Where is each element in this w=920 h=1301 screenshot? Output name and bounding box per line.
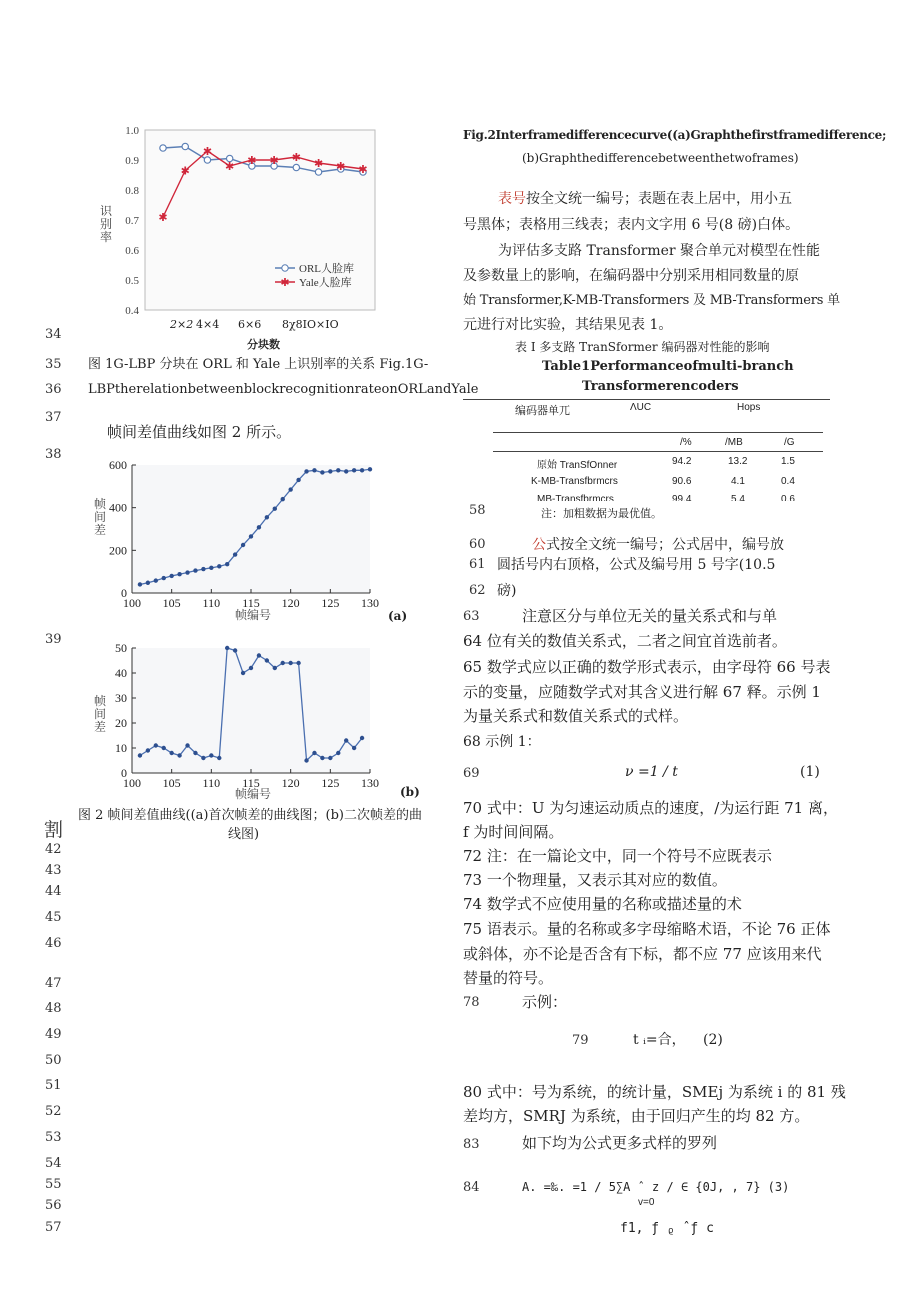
line-number: 49 xyxy=(45,1027,62,1042)
paragraph: 68 示例 1： xyxy=(463,734,541,750)
data-point xyxy=(265,658,269,662)
data-point xyxy=(160,145,166,151)
data-point xyxy=(217,564,221,568)
data-point xyxy=(169,574,173,578)
figure-2b-label: (b) xyxy=(400,785,420,799)
data-point xyxy=(328,469,332,473)
figure-2a-chart xyxy=(92,455,412,627)
table-title-en-cont: Transformerencoders xyxy=(582,379,739,394)
data-point: ✱ xyxy=(158,212,168,224)
data-point xyxy=(241,671,245,675)
table-header-rule xyxy=(493,451,823,452)
data-point xyxy=(185,570,189,574)
table-title: 表 I 多支路 TranSformer 编码器对性能的影响 xyxy=(515,340,770,354)
y-tick-label: 0.7 xyxy=(125,215,139,227)
x-tick-label: 125 xyxy=(321,596,340,610)
data-point xyxy=(360,736,364,740)
x-tick-label: 120 xyxy=(281,596,300,610)
y-tick-label: 0.9 xyxy=(125,155,139,167)
figure-1-chart xyxy=(100,118,390,328)
figure-2a-ylabel: 帧间差 xyxy=(94,497,107,537)
equation-4: f1, ƒ ᵨ ˆƒ c xyxy=(620,1221,714,1236)
y-tick-label: 0.8 xyxy=(125,185,139,197)
figure-2-caption-en-cont: (b)Graphthedifferencebetweenthetwoframes) xyxy=(522,151,799,165)
line-number: 78 xyxy=(463,995,480,1010)
table-header-hops: Hops xyxy=(737,402,761,413)
paragraph-text: 按全文统一编号；表题在表上居中，用小五 xyxy=(526,191,792,207)
data-point xyxy=(177,753,181,757)
data-point xyxy=(336,468,340,472)
line-number: 60 xyxy=(469,537,486,552)
data-point xyxy=(233,648,237,652)
data-point xyxy=(225,562,229,566)
equation-2: t ᵢ=合， xyxy=(633,1032,686,1048)
paragraph: 始 Transformer,K-MB-Transformers 及 MB-Transformers 单 xyxy=(463,293,840,308)
data-point xyxy=(352,468,356,472)
line-number: 47 xyxy=(45,976,62,991)
data-point xyxy=(225,646,229,650)
paragraph: 及参数量上的影响，在编码器中分别采用相同数量的原 xyxy=(463,268,799,284)
table-cell: 4.1 xyxy=(731,476,745,487)
x-tick-label: 100 xyxy=(123,776,141,790)
data-point xyxy=(169,751,173,755)
line-number: 79 xyxy=(572,1033,589,1048)
data-point xyxy=(241,543,245,547)
y-tick-label: 1.0 xyxy=(125,125,139,137)
paragraph: 为量关系式和数值关系式的式样。 xyxy=(463,707,689,725)
data-point xyxy=(249,666,253,670)
paragraph: 或斜体，亦不论是否含有下标，都不应 77 应该用来代 xyxy=(463,945,822,963)
line-number: 62 xyxy=(469,583,486,598)
line-number: 54 xyxy=(45,1156,62,1171)
equation-3: A. =‰. =1 / 5∑A ˆ z / ∈ {0J, , 7} (3) xyxy=(522,1180,790,1194)
figure-2-caption-cont: 线图) xyxy=(228,827,260,842)
data-point xyxy=(257,653,261,657)
y-tick-label: 200 xyxy=(109,543,127,558)
table-cell: 13.2 xyxy=(728,456,748,467)
legend-marker xyxy=(282,265,288,271)
x-tick-label: 100 xyxy=(123,596,141,610)
paragraph-table-rules xyxy=(498,189,792,209)
data-point xyxy=(320,756,324,760)
table-mid-rule xyxy=(493,432,823,433)
table-cell: 90.6 xyxy=(672,476,692,487)
legend-label: Yale人脸库 xyxy=(299,277,352,289)
paragraph: 帧间差值曲线如图 2 所示。 xyxy=(107,423,292,441)
y-tick-label: 0.6 xyxy=(125,245,139,257)
highlight-term: 公 xyxy=(532,537,546,553)
line-number: 45 xyxy=(45,910,62,925)
data-point: ✱ xyxy=(225,161,235,173)
table-top-rule xyxy=(463,399,830,400)
figure-1-xtick-2: 4×4 xyxy=(196,318,220,331)
line-number: 58 xyxy=(469,503,486,518)
data-point xyxy=(193,751,197,755)
paragraph: 示例： xyxy=(522,993,568,1011)
table-cell: 94.2 xyxy=(672,456,692,467)
line-number: 35 xyxy=(45,357,62,372)
legend-label: ORL人脸库 xyxy=(299,263,354,275)
paragraph: 70 式中：U 为匀速运动质点的速度，/为运行距 71 离， xyxy=(463,799,838,817)
data-point: ✱ xyxy=(269,155,279,167)
x-tick-label: 110 xyxy=(202,596,221,610)
y-tick-label: 0.4 xyxy=(125,305,139,317)
data-point xyxy=(336,751,340,755)
line-number: 割 xyxy=(44,819,64,841)
y-tick-label: 0 xyxy=(121,766,127,780)
line-number: 61 xyxy=(469,557,486,572)
data-point xyxy=(360,468,364,472)
line-number: 36 xyxy=(45,382,62,397)
data-point xyxy=(273,507,277,511)
figure-2b-ylabel: 帧间差 xyxy=(94,694,107,734)
paragraph: 注意区分与单位无关的量关系式和与单 xyxy=(522,607,778,625)
data-point xyxy=(265,515,269,519)
figure-2-caption-en: Fig.2Interframedifferencecurve((a)Graphthefirstframedifference; xyxy=(463,128,887,142)
paragraph: 如下均为公式更多式样的罗列 xyxy=(522,1134,718,1152)
highlight-term: 表号 xyxy=(498,191,526,207)
line-number: 56 xyxy=(45,1198,62,1213)
data-point xyxy=(201,756,205,760)
table-cell: 0.4 xyxy=(781,476,795,487)
paragraph: 80 式中：号为系统，的统计量，SMEj 为系统 i 的 81 残 xyxy=(463,1083,846,1101)
data-point xyxy=(154,578,158,582)
table-unit: /MB xyxy=(725,437,743,448)
table-unit: /G xyxy=(784,437,795,448)
equation-1-number: (1) xyxy=(800,764,820,780)
data-point xyxy=(320,470,324,474)
equation-2-number: (2) xyxy=(703,1032,723,1048)
data-point xyxy=(352,746,356,750)
data-point: ✱ xyxy=(247,155,257,167)
figure-2b-chart xyxy=(92,640,412,800)
line-number: 69 xyxy=(463,766,480,781)
table-header-auc: ΛUC xyxy=(630,402,652,413)
paragraph: 65 数学式应以正确的数学形式表示，由字母符 66 号表 xyxy=(463,658,831,676)
data-point xyxy=(162,576,166,580)
data-point xyxy=(273,666,277,670)
line-number: 48 xyxy=(45,1001,62,1016)
data-point xyxy=(146,748,150,752)
figure-2a-label: (a) xyxy=(388,609,408,623)
data-point xyxy=(312,751,316,755)
data-point xyxy=(296,478,300,482)
legend-marker: ✱ xyxy=(280,277,290,289)
y-tick-label: 0 xyxy=(121,586,127,600)
line-number: 52 xyxy=(45,1104,62,1119)
data-point xyxy=(162,746,166,750)
x-tick-label: 120 xyxy=(281,776,300,790)
line-number: 55 xyxy=(45,1177,62,1192)
y-tick-label: 400 xyxy=(109,500,127,515)
line-number: 37 xyxy=(45,410,62,425)
data-point: ✱ xyxy=(313,158,324,170)
data-point xyxy=(281,661,285,665)
figure-1-ylabel: 识别率 xyxy=(100,204,113,244)
table-note: 注：加粗数据为最优值。 xyxy=(541,508,662,520)
paragraph: 74 数学式不应使用量的名称或描述量的术 xyxy=(463,895,742,913)
table-cell: 5.4 xyxy=(731,494,745,501)
figure-1-xlabel: 分块数 xyxy=(247,339,280,351)
data-point xyxy=(304,758,308,762)
figure-2-caption: 图 2 帧间差值曲线((a)首次帧差的曲线图；(b)二次帧差的曲 xyxy=(78,808,422,823)
data-point: ✱ xyxy=(180,165,190,178)
table-cell: 99.4 xyxy=(672,494,692,501)
figure-1-xtick-1: 2×2 xyxy=(170,318,194,331)
figure-2b-xlabel: 帧编号 xyxy=(235,787,272,801)
x-tick-label: 115 xyxy=(242,776,260,790)
line-number: 34 xyxy=(45,327,62,342)
y-tick-label: 30 xyxy=(115,691,127,705)
equation-1: ν =1 / t xyxy=(625,764,678,780)
data-point xyxy=(288,661,292,665)
y-tick-label: 50 xyxy=(115,641,127,655)
data-point: ✱ xyxy=(291,152,301,164)
data-point xyxy=(249,534,253,538)
line-number: 83 xyxy=(463,1137,480,1152)
paragraph: 差均方，SMRJ 为系统，由于回归产生的均 82 方。 xyxy=(463,1107,810,1125)
data-point xyxy=(138,753,142,757)
y-tick-label: 10 xyxy=(115,741,127,755)
figure-1-caption-en: LBPtherelationbetweenblockrecognitionrateonORLandYale xyxy=(88,382,479,397)
paragraph: f 为时间间隔。 xyxy=(463,823,564,841)
x-tick-label: 115 xyxy=(242,596,260,610)
data-point xyxy=(288,487,292,491)
y-tick-label: 40 xyxy=(115,666,127,680)
data-point: ✱ xyxy=(358,164,368,176)
data-point xyxy=(312,468,316,472)
paragraph: 75 语表示。量的名称或多字母缩略术语，不论 76 正体 xyxy=(463,920,831,938)
line-number: 38 xyxy=(45,447,62,462)
data-point xyxy=(209,753,213,757)
data-point xyxy=(182,143,188,149)
paragraph-formula-rules xyxy=(532,535,784,555)
paragraph: 为评估多支路 Transformer 聚合单元对模型在性能 xyxy=(498,243,821,259)
table-row-clipped xyxy=(493,491,823,501)
figure-2a-xlabel: 帧编号 xyxy=(235,608,272,622)
data-point: ✱ xyxy=(336,161,346,173)
table-cell: 原始 TranSfOnner xyxy=(537,460,618,471)
line-number: 57 xyxy=(45,1220,62,1235)
figure-1-caption: 图 1G-LBP 分块在 ORL 和 Yale 上识别率的关系 Fig.1G- xyxy=(88,357,429,372)
line-number: 44 xyxy=(45,884,62,899)
plot-area xyxy=(132,465,370,593)
data-point xyxy=(368,467,372,471)
data-point xyxy=(146,581,150,585)
data-point xyxy=(209,566,213,570)
data-point xyxy=(201,567,205,571)
data-point xyxy=(185,743,189,747)
line-number: 50 xyxy=(45,1053,62,1068)
paragraph: 72 注：在一篇论文中，同一个符号不应既表示 xyxy=(463,847,772,865)
table-cell: MB-Transfbrmcrs xyxy=(537,494,614,501)
data-point xyxy=(233,552,237,556)
table-cell: 1.5 xyxy=(781,456,795,467)
x-tick-label: 105 xyxy=(162,596,181,610)
table-unit: /% xyxy=(680,437,692,448)
data-point xyxy=(257,525,261,529)
paragraph: 磅) xyxy=(497,583,517,599)
data-point xyxy=(293,164,299,170)
data-point xyxy=(138,582,142,586)
paragraph: 号黑体；表格用三线表；表内文字用 6 号(8 磅)白体。 xyxy=(463,217,800,233)
data-point xyxy=(217,756,221,760)
table-cell: 0.6 xyxy=(781,494,795,501)
paragraph: 示的变量，应随数学式对其含义进行解 67 释。示例 1 xyxy=(463,683,821,701)
table-cell: K-MB-Transfbrmcrs xyxy=(531,476,618,487)
data-point xyxy=(296,661,300,665)
x-tick-label: 105 xyxy=(162,776,181,790)
line-number: 43 xyxy=(45,863,62,878)
x-tick-label: 125 xyxy=(321,776,340,790)
data-point xyxy=(281,497,285,501)
line-number: 63 xyxy=(463,609,480,624)
data-point: ✱ xyxy=(202,146,213,158)
table-title-en: Table1Performanceofmulti-branch xyxy=(542,359,794,374)
line-number: 84 xyxy=(463,1180,480,1195)
y-tick-label: 0.5 xyxy=(125,275,139,287)
data-point xyxy=(154,743,158,747)
data-point xyxy=(344,469,348,473)
x-tick-label: 130 xyxy=(361,776,379,790)
paragraph: 64 位有关的数值关系式，二者之间宜首选前者。 xyxy=(463,632,787,650)
figure-1-xtick-3: 6×6 xyxy=(238,318,262,331)
paragraph: 圆括号内右顶格，公式及编号用 5 号字(10.5 xyxy=(497,557,776,573)
paragraph: 73 一个物理量，又表示其对应的数值。 xyxy=(463,871,727,889)
line-number: 39 xyxy=(45,632,62,647)
table-header-encoder: 编码器单兀 xyxy=(515,405,570,417)
paragraph-text: 式按全文统一编号；公式居中，编号放 xyxy=(546,537,784,553)
line-number: 51 xyxy=(45,1078,62,1093)
x-tick-label: 110 xyxy=(202,776,221,790)
line-number: 42 xyxy=(45,842,62,857)
paragraph: 元进行对比实验，其结果见表 1。 xyxy=(463,317,673,333)
data-point xyxy=(304,469,308,473)
y-tick-label: 20 xyxy=(115,716,127,730)
equation-3-subscript: v=0 xyxy=(638,1197,655,1208)
data-point xyxy=(328,756,332,760)
data-point xyxy=(344,738,348,742)
y-tick-label: 600 xyxy=(109,458,127,472)
figure-1-xtick-4: 8χ8IO×IO xyxy=(282,318,339,331)
x-tick-label: 130 xyxy=(361,596,379,610)
line-number: 46 xyxy=(45,936,62,951)
data-point xyxy=(177,572,181,576)
paragraph: 替量的符号。 xyxy=(463,969,554,987)
data-point xyxy=(193,568,197,572)
line-number: 53 xyxy=(45,1130,62,1145)
